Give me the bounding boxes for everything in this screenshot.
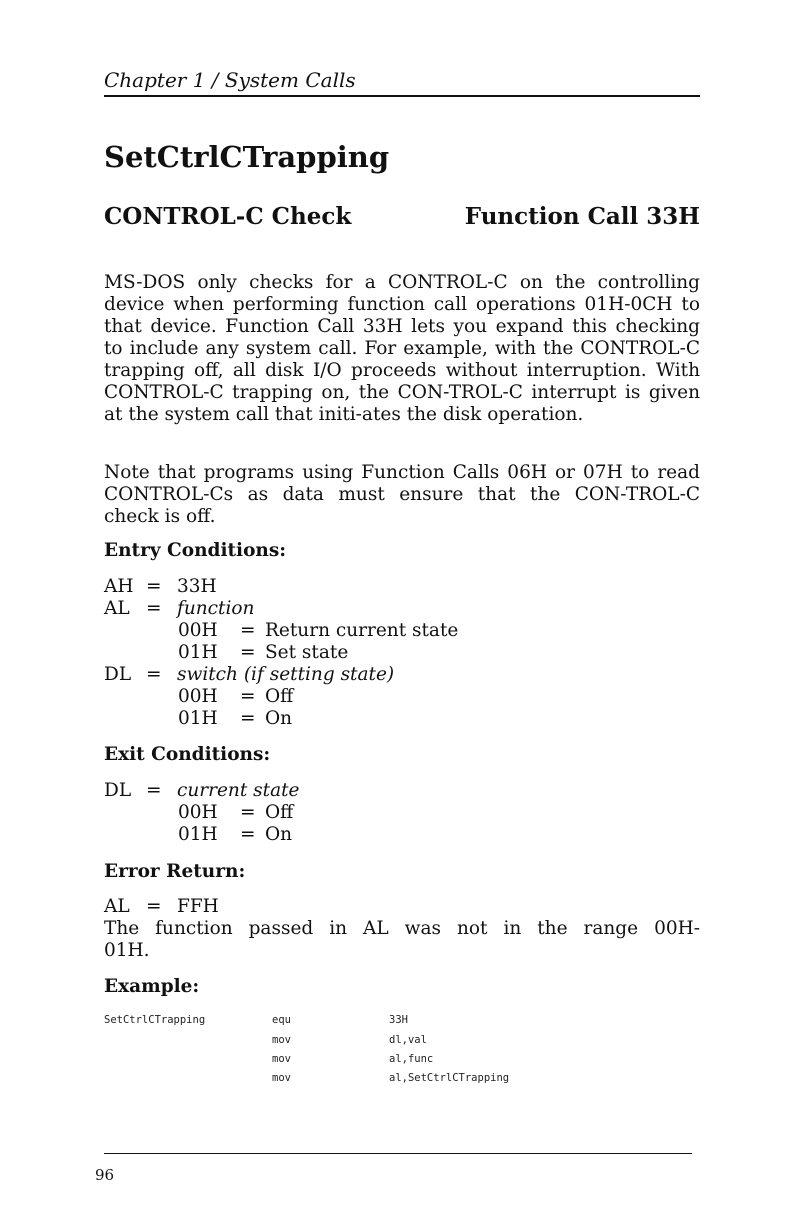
code-op: equ (272, 1014, 291, 1026)
exit-dl-option (0, 802, 799, 824)
equals: = (146, 576, 162, 597)
option-desc: On (265, 708, 293, 729)
register: AH (104, 576, 134, 597)
option-desc: Off (265, 802, 294, 823)
equals: = (146, 780, 162, 801)
exit-dl-row (0, 780, 799, 802)
code-arg: al,SetCtrlCTrapping (389, 1072, 510, 1084)
entry-ah-row (0, 576, 799, 598)
error-al-row (0, 896, 799, 918)
option-code: 01H (178, 824, 218, 845)
exit-dl-option (0, 824, 799, 846)
entry-al-option (0, 620, 799, 642)
register: DL (104, 664, 132, 685)
header-rule (104, 95, 700, 97)
code-op: mov (272, 1034, 291, 1046)
register: AL (104, 598, 130, 619)
equals: = (240, 708, 256, 729)
page-title: SetCtrlCTrapping (104, 140, 390, 174)
value: switch (if setting state) (177, 664, 395, 685)
example-heading: Example: (104, 976, 200, 997)
code-op: mov (272, 1053, 291, 1065)
equals: = (240, 824, 256, 845)
equals: = (146, 664, 162, 685)
code-arg: al,func (389, 1053, 434, 1065)
option-code: 01H (178, 708, 218, 729)
code-arg: dl,val (389, 1034, 427, 1046)
equals: = (146, 598, 162, 619)
register: AL (104, 896, 130, 917)
footer-rule (104, 1153, 692, 1154)
chapter-header: Chapter 1 / System Calls (104, 68, 356, 92)
option-desc: On (265, 824, 293, 845)
equals: = (240, 686, 256, 707)
page-number: 96 (95, 1166, 115, 1184)
option-code: 00H (178, 686, 218, 707)
error-text-line-2: 01H. (104, 940, 150, 961)
entry-dl-option (0, 708, 799, 730)
option-desc: Return current state (265, 620, 459, 641)
code-arg: 33H (389, 1014, 408, 1026)
equals: = (240, 620, 256, 641)
entry-dl-option (0, 686, 799, 708)
exit-heading: Exit Conditions: (104, 744, 271, 765)
paragraph-1: MS-DOS only checks for a CONTROL-C on the controlling device when performing function call operations 01H-0CH to that device. Function Call 33H lets you expand this checking to include any system call. For example, with the CONTROL-C trapping off, all disk I/O proceeds without interruption. With CONTROL-C trapping on, the CON-TROL-C interrupt is given at the system call that initi-ates the disk operation. (104, 272, 700, 425)
value: 33H (177, 576, 217, 597)
error-text-line-1: The function passed in AL was not in the range 00H- (104, 918, 700, 939)
register: DL (104, 780, 132, 801)
option-code: 00H (178, 620, 218, 641)
code-op: mov (272, 1072, 291, 1084)
code-label: SetCtrlCTrapping (104, 1014, 206, 1026)
value: current state (177, 780, 300, 801)
entry-al-option (0, 642, 799, 664)
entry-dl-row (0, 664, 799, 686)
entry-al-row (0, 598, 799, 620)
value: function (177, 598, 255, 619)
equals: = (146, 896, 162, 917)
equals: = (240, 642, 256, 663)
paragraph-2: Note that programs using Function Calls 06H or 07H to read CONTROL-Cs as data must ensure that the CON-TROL-C check is off. (104, 462, 700, 527)
subtitle-right: Function Call 33H (464, 203, 700, 230)
option-desc: Set state (265, 642, 349, 663)
subtitle-left: CONTROL-C Check (104, 203, 352, 230)
option-code: 01H (178, 642, 218, 663)
value: FFH (177, 896, 219, 917)
error-heading: Error Return: (104, 861, 246, 882)
option-code: 00H (178, 802, 218, 823)
option-desc: Off (265, 686, 294, 707)
entry-heading: Entry Conditions: (104, 540, 287, 561)
equals: = (240, 802, 256, 823)
